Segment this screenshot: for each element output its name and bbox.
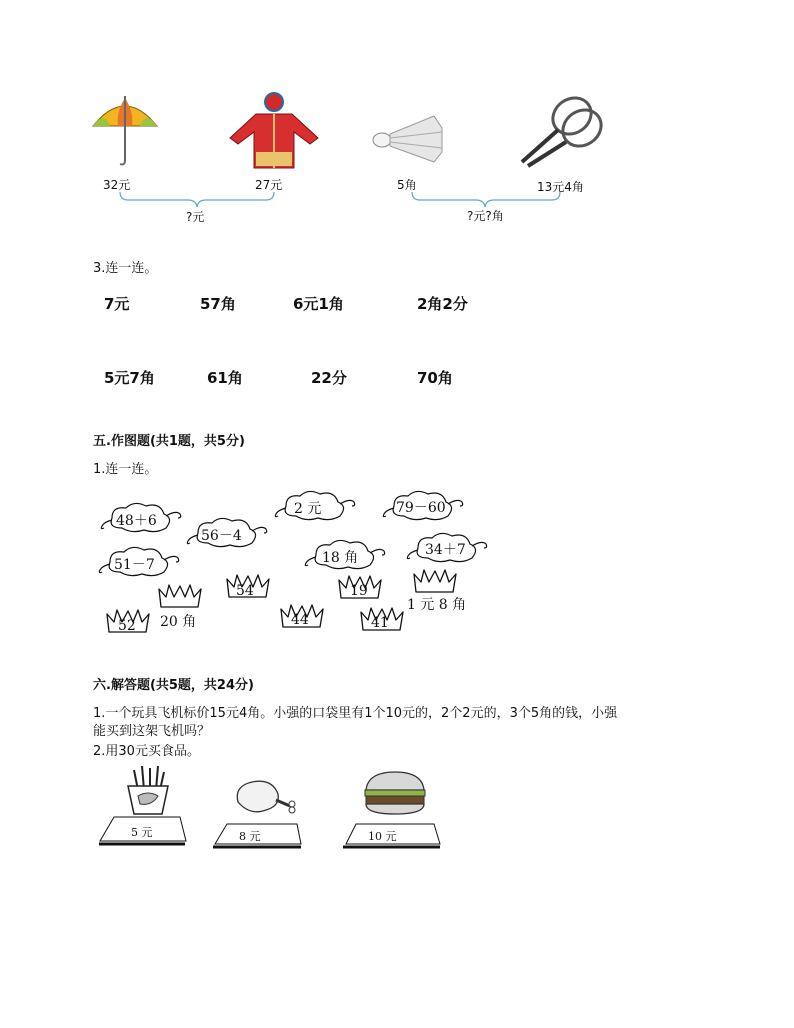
section6-heading: 六.解答题(共5题，共24分): [93, 678, 254, 693]
grass-number: 52: [118, 618, 136, 634]
grass-label: 20 角: [160, 614, 197, 630]
cloud-expression: 34＋7: [425, 542, 466, 558]
chicken-leg-icon: [232, 776, 298, 820]
grass-number: 41: [371, 615, 389, 631]
q3-row1-item: 2角2分: [417, 295, 468, 313]
cloud-expression: 2 元: [294, 501, 322, 517]
hamburger-icon: [362, 770, 428, 818]
food-price: 10 元: [368, 830, 397, 843]
shuttlecock-icon: [372, 114, 444, 164]
q3-row2-item: 22分: [311, 369, 347, 387]
q3-row2-item: 61角: [207, 369, 243, 387]
grass-label: 1 元 8 角: [407, 597, 467, 613]
right-total: ?元?角: [467, 209, 504, 223]
fries-icon: [124, 766, 172, 816]
racket-price: 13元4角: [537, 180, 584, 194]
q3-row2-item: 70角: [417, 369, 453, 387]
cloud-expression: 18 角: [322, 550, 359, 566]
racket-icon: [514, 92, 606, 170]
q3-row1-item: 7元: [104, 295, 130, 313]
cloud-expression: 79－60: [396, 500, 446, 516]
section5-heading: 五.作图题(共1题，共5分): [93, 434, 245, 449]
food-price: 5 元: [131, 826, 153, 839]
umbrella-price: 32元: [103, 178, 131, 192]
section6-q1-line1: 1.一个玩具飞机标价15元4角。小强的口袋里有1个10元的，2个2元的，3个5角的钱，小强: [93, 706, 618, 721]
right-brace: [410, 192, 562, 208]
cloud-expression: 48＋6: [116, 513, 157, 529]
grass-shape: [158, 583, 202, 611]
q3-title: 3.连一连。: [93, 261, 158, 276]
q3-row1-item: 57角: [200, 295, 236, 313]
coat-price: 27元: [255, 178, 283, 192]
q3-row2-item: 5元7角: [104, 369, 155, 387]
cloud-expression: 51－7: [114, 557, 155, 573]
left-brace: [118, 192, 276, 208]
grass-number: 19: [350, 583, 368, 599]
shuttlecock-price: 5角: [397, 178, 417, 192]
q3-row1-item: 6元1角: [293, 295, 344, 313]
cloud-expression: 56－4: [201, 528, 242, 544]
section5-q1-title: 1.连一连。: [93, 462, 158, 477]
grass-shape: [413, 568, 457, 596]
grass-number: 54: [236, 583, 254, 599]
grass-number: 44: [291, 612, 309, 628]
food-price: 8 元: [239, 830, 261, 843]
left-total: ?元: [186, 210, 205, 224]
coat-icon: [228, 92, 320, 170]
section6-q2-title: 2.用30元买食品。: [93, 744, 200, 759]
umbrella-icon: [90, 92, 160, 167]
section6-q1-line2: 能买到这架飞机吗？: [93, 724, 211, 739]
